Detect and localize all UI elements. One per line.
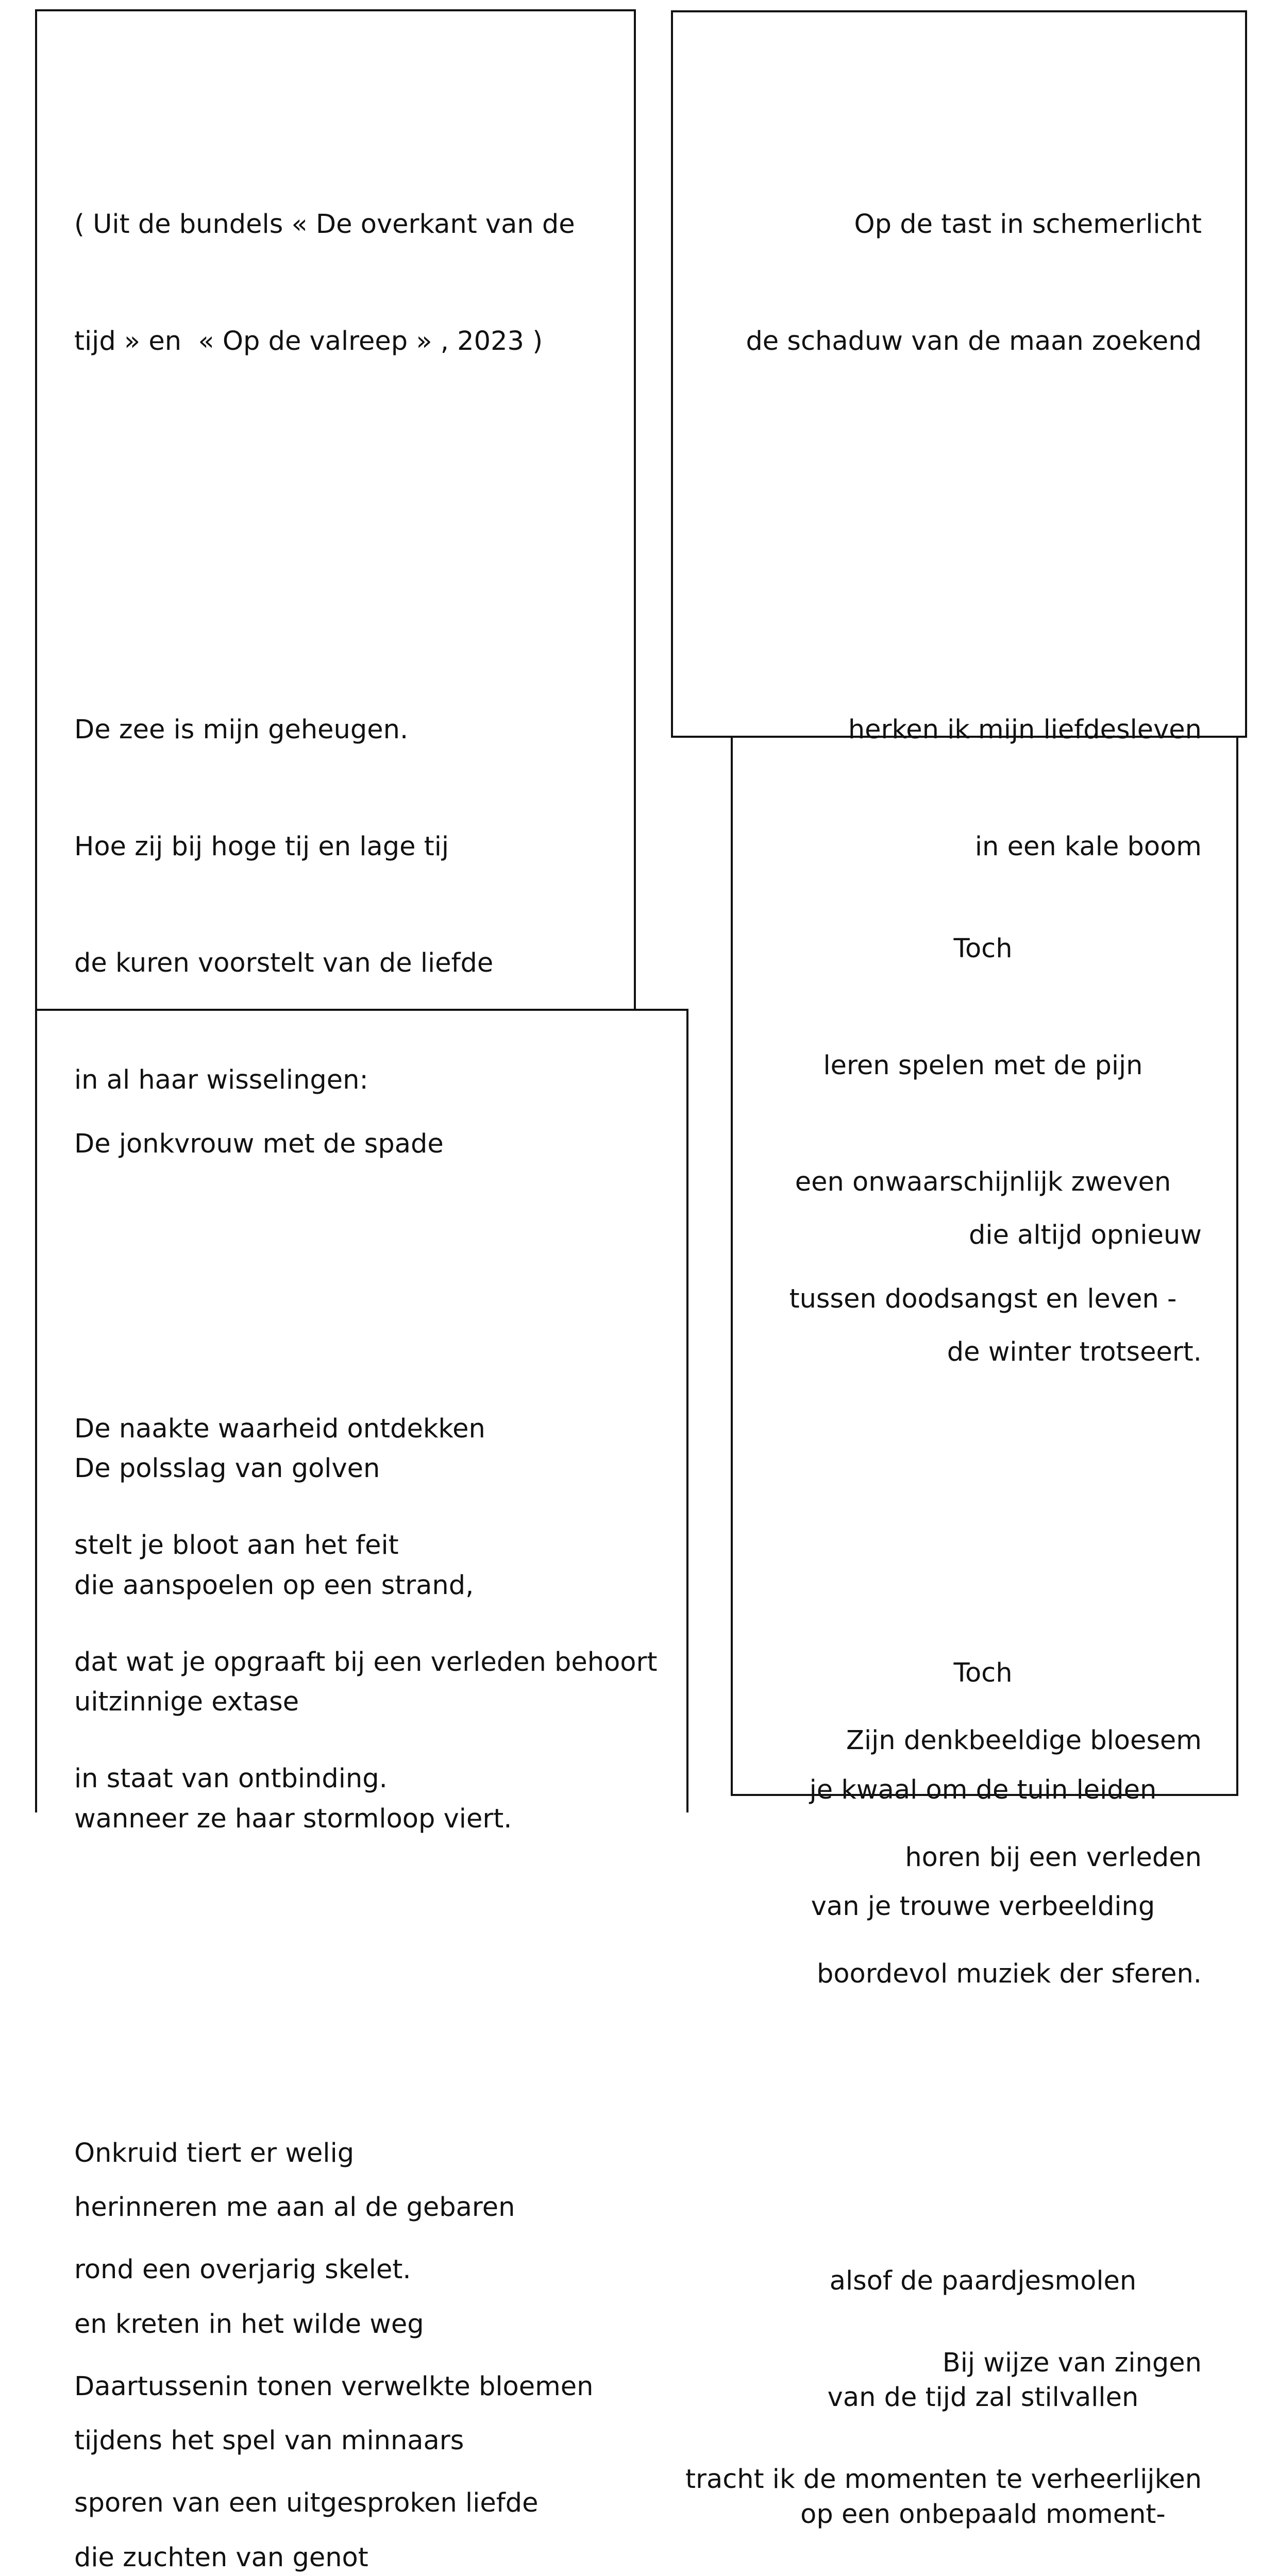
poem-line: Op de tast in schemerlicht xyxy=(685,205,1202,244)
poem-stanza xyxy=(737,1576,1229,2004)
poem-stanza xyxy=(737,852,1229,1396)
poem-line: Toch xyxy=(737,1654,1229,1693)
poem-line: Onkruid tiert er welig xyxy=(74,2134,657,2173)
poem-line: uitzinnige extase xyxy=(74,1683,598,1722)
intro-line: ( Uit de bundels « De overkant van de xyxy=(74,205,598,244)
poem-line: dat wat je opgraaft bij een verleden behoort xyxy=(74,1643,657,1682)
poem-line: sporen van een uitgesproken liefde xyxy=(74,2484,657,2523)
poem-line: in staat van ontbinding. xyxy=(74,1759,657,1799)
poem-line: die aanspoelen op een strand, xyxy=(74,1566,598,1605)
poem-line: de kuren voorstelt van de liefde xyxy=(74,944,598,983)
poem-line: horen bij een verleden xyxy=(685,1838,1202,1877)
poem-line: in al haar wisselingen: xyxy=(74,1061,598,1100)
poem-line: leren spelen met de pijn xyxy=(737,1046,1229,1086)
poem-line: herinneren me aan al de gebaren xyxy=(74,2188,598,2227)
poem-line: de winter trotseert. xyxy=(685,1333,1202,1372)
poem-line: Bij wijze van zingen xyxy=(685,2344,1202,2383)
poem-line: Zijn denkbeeldige bloesem xyxy=(685,1721,1202,1760)
poem-line: De polsslag van golven xyxy=(74,1449,598,1488)
poem-line: van de tijd zal stilvallen xyxy=(737,2378,1229,2417)
poem-line: Toch xyxy=(737,929,1229,969)
poem-line: boordevol muziek der sferen. xyxy=(685,1955,1202,1994)
poem-line: tussen doodsangst en leven - xyxy=(737,1280,1229,1319)
poem-line: Hoe zij bij hoge tij en lage tij xyxy=(74,827,598,867)
poem-line: die zuchten van genot xyxy=(74,2538,598,2576)
poem-line: wanneer ze haar stormloop viert. xyxy=(74,1800,598,1839)
poem-intro xyxy=(74,127,598,438)
poem-stanza xyxy=(685,127,1202,438)
poem-stanza xyxy=(737,2184,1229,2576)
poem-stanza xyxy=(74,1332,657,1876)
poem-right-bottom xyxy=(737,774,1229,2576)
poem-title: De jonkvrouw met de spade xyxy=(74,1125,657,1164)
poem-line: herken ik mijn liefdesleven xyxy=(685,710,1202,750)
poem-line: tracht ik de momenten te verheerlijken xyxy=(685,2460,1202,2499)
poem-line: van je trouwe verbeelding xyxy=(737,1887,1229,1926)
poem-line: in een kale boom xyxy=(685,827,1202,867)
poem-line: de schaduw van de maan zoekend xyxy=(685,322,1202,361)
poem-line: tijdens het spel van minnaars xyxy=(74,2421,598,2461)
poem-line: De zee is mijn geheugen. xyxy=(74,710,598,750)
poem-line: en kreten in het wilde weg xyxy=(74,2305,598,2344)
poem-left-bottom xyxy=(74,1047,657,2576)
poem-line: rond een overjarig skelet. xyxy=(74,2250,657,2290)
poem-line: alsof de paardjesmolen xyxy=(737,2262,1229,2301)
poem-line: je kwaal om de tuin leiden xyxy=(737,1771,1229,1810)
poem-line: stelt je bloot aan het feit xyxy=(74,1526,657,1565)
poem-stanza xyxy=(74,2056,657,2576)
poem-line: De naakte waarheid ontdekken xyxy=(74,1410,657,1449)
poem-line: een onwaarschijnlijk zweven xyxy=(737,1163,1229,1202)
poem-line: Daartussenin tonen verwelkte bloemen xyxy=(74,2367,657,2406)
intro-line: tijd » en « Op de valreep » , 2023 ) xyxy=(74,322,598,361)
poem-line: op een onbepaald moment- xyxy=(737,2495,1229,2534)
poem-line: die altijd opnieuw xyxy=(685,1216,1202,1255)
